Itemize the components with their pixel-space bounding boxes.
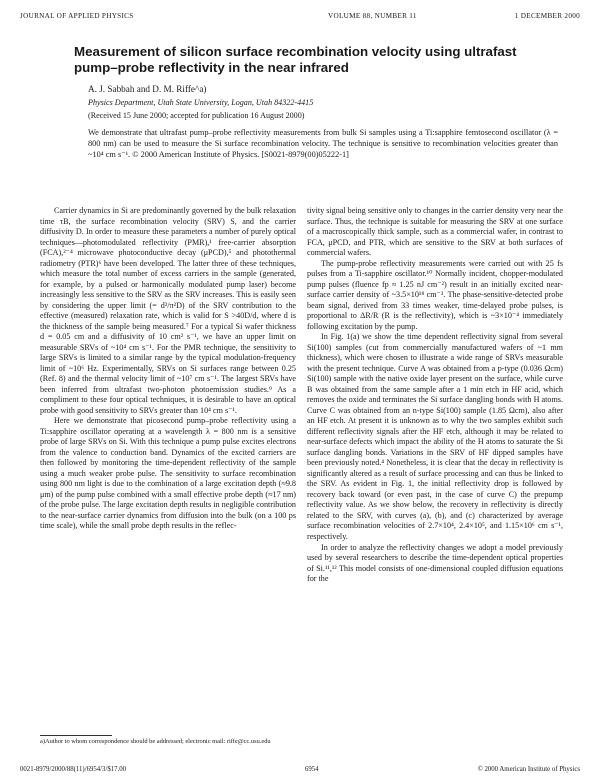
affiliation: Physics Department, Utah State University, Logan, Utah 84322-4415 (88, 98, 314, 107)
volume-number: VOLUME 88, NUMBER 11 (328, 12, 417, 20)
footnote-rule (40, 735, 112, 736)
body-paragraph: Carrier dynamics in Si are predominantly governed by the bulk relaxation time τB, the surface recombination velocity (SRV) S, and the carrier diffusivity D. In order to measure these parameters a number of purely optical techniques—photomodulated reflectivity (PMR),¹ free-carrier absorption (FCA),²⁻⁴ microwave photoconductive decay (μPCD),⁵ and photothermal radiometry (PTR)⁶ have been developed. The latter three of these techniques, which measure the total number of excess carriers in the sample (generated, for example, by a pulsed or harmonically modulated pump laser) become increasingly less sensitive to the SRV as the SRV increases. This is easily seen by considering the upper limit (= d²/π²D) of the SRV contribution to the effective (measured) relaxation rate, which is valid for S >40D/d, where d is the thickness of the sample being measured.⁷ For a typical Si wafer thickness d = 0.05 cm and a diffusivity of 10 cm² s⁻¹, we have an upper limit on measurable SRVs of ~10⁴ cm s⁻¹. For the PMR technique, the sensitivity to large SRVs is limited to a similar range by the typical modulation-frequency limit of ~10⁶ Hz. Experimentally, SRVs on Si surfaces range between 0.25 (Ref. 8) and the thermal velocity limit of ~10⁷ cm s⁻¹. The largest SRVs have been inferred from ultrafast two-photon photoemission studies.⁹ As a compliment to these four optical techniques, it is desirable to have an optical probe with good sensitivity to SRVs greater than 10⁴ cm s⁻¹. (40, 206, 296, 415)
right-column (307, 206, 563, 585)
received-dates: (Received 15 June 2000; accepted for publication 16 August 2000) (88, 111, 305, 120)
running-header (20, 12, 580, 24)
body-paragraph: Here we demonstrate that picosecond pump–probe reflectivity using a Ti:sapphire oscillator operating at a wavelength λ = 800 nm is a sensitive probe of large SRVs on Si. With this technique a pump pulse excites electrons from the valence to conduction band. Dynamics of the excited carriers are then followed by monitoring the time-dependent reflectivity of the sample using a much weaker probe pulse. The sensitivity to surface recombination using 800 nm light is due to the combination of a large excitation depth (≈9.8 μm) of the pump pulse combined with a small effective probe depth (≈17 nm) of the probe pulse. The large excitation depth results in negligible contribution to the near-surface carrier dynamics from diffusion into the bulk (on a 100 ps time scale), while the small probe depth results in the reflec- (40, 416, 296, 531)
paper-title: Measurement of silicon surface recombination velocity using ultrafast pump–probe reflectivity in the near infrared (74, 44, 517, 75)
body-paragraph: The pump-probe reflectivity measurements were carried out with 25 fs pulses from a Ti-sapphire oscillator.¹⁰ Normally incident, chopper-modulated pump pulses (fluence fp ≈ 1.25 nJ cm⁻²) result in an initially excited near-surface carrier density of ~3.5×10¹⁸ cm⁻³. The phase-sensitive-detected probe beam signal, derived from 33 times weaker, time-delayed probe pulses, is proportional to ΔR/R (R is the reflectivity), which is ~3×10⁻⁴ immediately following excitation by the pump. (307, 258, 563, 331)
left-column (40, 206, 296, 532)
footnote: a)Author to whom correspondence should be addressed; electronic mail: riffe@cc.usu.edu (40, 738, 271, 745)
page-number: 6954 (305, 766, 319, 773)
page-footer (20, 766, 580, 776)
issn-code: 0021-8979/2000/88(11)/6954/3/$17.00 (20, 766, 127, 773)
issue-date: 1 DECEMBER 2000 (514, 12, 580, 20)
body-paragraph: In order to analyze the reflectivity changes we adopt a model previously used by several researchers to describe the time-dependent optical properties of Si.¹¹,¹² This model consists of one-dimensional coupled diffusion equations for the (307, 542, 563, 584)
body-paragraph: In Fig. 1(a) we show the time dependent reflectivity signal from several Si(100) samples (cut from commercially manufactured wafers of ~1 mm thickness), which were chosen to illustrate a wide range of SRVs measurable with the present technique. Curve A was obtained from a p-type (0.036 Ωcm) Si(100) sample with the native oxide layer present on the surface, while curve B was obtained from the same sample after a 1 min etch in HF acid, which removes the oxide and terminates the Si surface dangling bonds with H atoms. Curve C was obtained from an n-type Si(100) sample (1.85 Ωcm), also after an HF etch. At present it is unknown as to why the two samples exhibit such different reflectivity signals after the HF etch, although it may be related to near-surface defects which impact the ability of the H atoms to saturate the Si surface dangling bonds. Variations in the SRV of HF dipped samples have been previously noted.⁴ Nonetheless, it is clear that the decay in reflectivity is significantly altered as a result of surface processing and can thus be linked to the SRV. As evident in Fig. 1, the initial reflectivity drop is followed by recovery back toward (or even past, in the case of curve C) the prepump reflectivity value. As we show below, the recovery in reflectivity is directly related to the SRV, with curves (a), (b), and (c) characterized by average surface recombination velocities of 2.7×10⁴, 2.4×10⁵, and 1.15×10⁶ cm s⁻¹, respectively. (307, 332, 563, 541)
authors: A. J. Sabbah and D. M. Riffe^a) (88, 84, 207, 94)
copyright: © 2000 American Institute of Physics (477, 766, 580, 773)
journal-name: JOURNAL OF APPLIED PHYSICS (20, 12, 134, 20)
abstract: We demonstrate that ultrafast pump–probe reflectivity measurements from bulk Si samples using a Ti:sapphire femtosecond oscillator (λ = 800 nm) can be used to measure the Si surface recombination velocity. The technique is sensitive to recombination velocities greater than ~10⁴ cm s⁻¹. © 2000 American Institute of Physics. [S0021-8979(00)05222-1] (88, 128, 558, 160)
body-paragraph: tivity signal being sensitive only to changes in the carrier density very near the surface. Thus, the technique is suitable for measuring the SRV at one surface of a macroscopically thick sample, such as a commercial wafer, in contrast to FCA, μPCD, and PTR, which are sensitive to the SRV at both surfaces of commercial wafers. (307, 206, 563, 258)
